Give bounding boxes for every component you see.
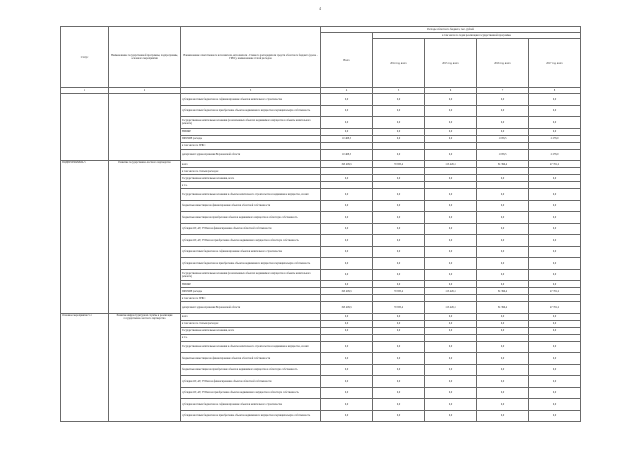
row-program-name: Развитие инфраструктурной службы и реализация государственно-частного партнерства <box>109 313 181 422</box>
row-expense-label: субсидии местным бюджетам на приобретение объектов недвижимого имущества в муниципальную собственность <box>181 258 321 270</box>
cell-year-value: 0,0 <box>425 410 477 422</box>
cell-year-value: 0,0 <box>529 258 581 270</box>
cell-year-value <box>529 295 581 302</box>
col-number-5: 5 <box>373 88 425 94</box>
cell-year-value <box>425 295 477 302</box>
cell-year-value: 0,0 <box>477 313 529 320</box>
row-expense-label: ПРОЧИЕ расходы <box>181 288 321 295</box>
cell-total: 0,0 <box>321 364 373 376</box>
cell-year-value: 0,0 <box>477 200 529 212</box>
cell-year-value: 0,0 <box>425 320 477 327</box>
cell-year-value: 1 058,5 <box>477 135 529 142</box>
cell-year-value: 0,0 <box>373 94 425 106</box>
cell-year-value: 0,0 <box>373 410 425 422</box>
header-year-2015: 2015 год, всего <box>425 39 477 88</box>
cell-total: 0,0 <box>321 175 373 182</box>
cell-year-value: 0,0 <box>529 399 581 411</box>
cell-total: 0,0 <box>321 269 373 281</box>
cell-year-value: 0,0 <box>425 281 477 288</box>
cell-year-value: 0,0 <box>529 269 581 281</box>
row-program-name: Развитие государственно-частного партнерства <box>109 161 181 314</box>
cell-year-value: 0,0 <box>477 175 529 182</box>
cell-total: 0,0 <box>321 313 373 320</box>
cell-year-value: 0,0 <box>373 341 425 353</box>
row-expense-label: в т.ч. <box>181 334 321 341</box>
cell-year-value <box>529 168 581 175</box>
cell-year-value: 81 396,4 <box>477 288 529 295</box>
cell-year-value: 47 761,2 <box>529 288 581 295</box>
cell-year-value <box>373 182 425 189</box>
cell-year-value: 0,0 <box>425 149 477 161</box>
row-expense-label: Государственные капитальные вложения (в назначенных объектах недвижимого имущества в объекты капитального ремонта) <box>181 269 321 281</box>
cell-year-value: 0,0 <box>425 189 477 201</box>
header-program-name: Наименование государственной программы, подпрограммы, основного мероприятия <box>109 27 181 88</box>
cell-year-value: 0,0 <box>373 189 425 201</box>
cell-year-value <box>425 168 477 175</box>
cell-year-value: 0,0 <box>529 353 581 365</box>
cell-year-value: 0,0 <box>373 387 425 399</box>
cell-year-value: 0,0 <box>425 341 477 353</box>
row-expense-label: в т.ч. <box>181 182 321 189</box>
row-status: Основное мероприятие 5.1 <box>61 313 109 422</box>
cell-year-value: 0,0 <box>373 235 425 247</box>
cell-year-value: 0,0 <box>529 189 581 201</box>
cell-year-value: 0,0 <box>477 128 529 135</box>
cell-year-value: 0,0 <box>529 364 581 376</box>
cell-year-value: 0,0 <box>373 175 425 182</box>
cell-year-value: 0,0 <box>373 320 425 327</box>
row-expense-label: всего <box>181 313 321 320</box>
cell-year-value: 0,0 <box>529 105 581 117</box>
cell-total: 0,0 <box>321 341 373 353</box>
cell-year-value: 0,0 <box>477 105 529 117</box>
col-number-7: 7 <box>477 88 529 94</box>
cell-year-value: 0,0 <box>373 364 425 376</box>
cell-total: 0,0 <box>321 376 373 388</box>
cell-total: 0,0 <box>321 189 373 201</box>
cell-year-value: 0,0 <box>425 399 477 411</box>
cell-year-value <box>425 142 477 149</box>
cell-year-value: 0,0 <box>373 135 425 142</box>
cell-total: 0,0 <box>321 117 373 129</box>
cell-year-value <box>373 142 425 149</box>
cell-year-value: 0,0 <box>425 200 477 212</box>
row-expense-label: бюджетные инвестиции на приобретение объектов недвижимого имущества в областную собственность <box>181 364 321 376</box>
cell-year-value: 0,0 <box>373 149 425 161</box>
cell-year-value: 0,0 <box>529 175 581 182</box>
cell-year-value: 115 426,1 <box>425 161 477 168</box>
row-expense-label: НИОКР <box>181 281 321 288</box>
budget-table-sheet <box>60 26 580 422</box>
cell-year-value: 0,0 <box>425 364 477 376</box>
cell-year-value: 0,0 <box>477 117 529 129</box>
cell-total: 0,0 <box>321 353 373 365</box>
col-number-8: 8 <box>529 88 581 94</box>
row-expense-label: субсидии ОГ, АУ, ГУПам на финансирование объектов областной собственности <box>181 223 321 235</box>
cell-year-value: 0,0 <box>477 320 529 327</box>
cell-year-value <box>477 182 529 189</box>
cell-year-value: 0,0 <box>529 341 581 353</box>
cell-year-value: 0,0 <box>477 189 529 201</box>
cell-total: 0,0 <box>321 281 373 288</box>
cell-year-value <box>373 334 425 341</box>
cell-year-value <box>529 142 581 149</box>
cell-total: 0,0 <box>321 212 373 224</box>
row-expense-label: субсидии местным бюджетам на приобретение объектов недвижимого имущества в муниципальную собственность <box>181 105 321 117</box>
col-number-6: 6 <box>425 88 477 94</box>
row-status: ПОДПРОГРАММА 5 <box>61 161 109 314</box>
row-expense-label: субсидии ОГ, АУ, ГУПам на приобретение объектов недвижимого имущества в областную собственность <box>181 235 321 247</box>
cell-year-value: 70 835,4 <box>373 288 425 295</box>
cell-year-value: 0,0 <box>373 223 425 235</box>
cell-year-value: 0,0 <box>529 281 581 288</box>
cell-year-value: 0,0 <box>425 387 477 399</box>
cell-year-value: 0,0 <box>477 376 529 388</box>
cell-year-value: 0,0 <box>529 410 581 422</box>
cell-year-value: 0,0 <box>425 105 477 117</box>
cell-year-value: 0,0 <box>373 281 425 288</box>
cell-year-value: 115 426,1 <box>425 288 477 295</box>
cell-year-value: 0,0 <box>425 313 477 320</box>
header-expenses-group: Расходы областного бюджета, тыс. рублей <box>321 27 581 33</box>
col-number-4: 4 <box>321 88 373 94</box>
cell-year-value: 0,0 <box>477 387 529 399</box>
cell-year-value: 0,0 <box>477 410 529 422</box>
cell-year-value <box>477 334 529 341</box>
cell-year-value: 0,0 <box>477 399 529 411</box>
header-year-2016: 2016 год, всего <box>477 39 529 88</box>
cell-total: 0,0 <box>321 399 373 411</box>
cell-total: 0,0 <box>321 327 373 334</box>
cell-year-value: 2 278,0 <box>529 135 581 142</box>
cell-year-value: 0,0 <box>425 117 477 129</box>
cell-total <box>321 168 373 175</box>
cell-year-value: 1 058,5 <box>477 149 529 161</box>
cell-year-value: 0,0 <box>477 281 529 288</box>
row-expense-label: субсидии местным бюджетам на приобретение объектов недвижимого имущества в муниципальную собственность <box>181 410 321 422</box>
header-year-2017: 2017 год, всего <box>529 39 581 88</box>
cell-total: 0,0 <box>321 258 373 270</box>
row-expense-label: субсидии ОГ, АУ, ГУПам на финансирование объектов областной собственности <box>181 376 321 388</box>
row-expense-label: бюджетные инвестиции на финансирование объектов областной собственности <box>181 200 321 212</box>
cell-year-value: 115 426,1 <box>425 302 477 314</box>
row-expense-label: всего <box>181 161 321 168</box>
row-expense-label: департамент здравоохранения Воронежской области <box>181 302 321 314</box>
row-expense-label: субсидии местным бюджетам на софинансирование объектов капитального строительства <box>181 246 321 258</box>
cell-year-value: 0,0 <box>477 269 529 281</box>
cell-year-value: 0,0 <box>373 269 425 281</box>
cell-year-value: 70 835,4 <box>373 161 425 168</box>
cell-year-value: 0,0 <box>373 258 425 270</box>
cell-year-value: 0,0 <box>373 105 425 117</box>
cell-year-value: 2 278,0 <box>529 149 581 161</box>
cell-total: 193 409,5 <box>321 161 373 168</box>
col-number-1: 1 <box>61 88 109 94</box>
row-expense-label: Государственные капитальные вложения в объекты капитального строительства и недвижимое имущество, из них: <box>181 341 321 353</box>
cell-year-value: 0,0 <box>373 353 425 365</box>
cell-year-value <box>477 142 529 149</box>
cell-year-value: 47 761,2 <box>529 302 581 314</box>
row-expense-label: бюджетные инвестиции на приобретение объектов недвижимого имущества в областную собственность <box>181 212 321 224</box>
cell-year-value <box>529 334 581 341</box>
header-status: Статус <box>61 27 109 88</box>
cell-year-value: 0,0 <box>425 246 477 258</box>
row-expense-label: в том числе по статьям расходов: <box>181 320 321 327</box>
cell-year-value: 0,0 <box>529 320 581 327</box>
table-row <box>61 94 581 106</box>
cell-total: 0,0 <box>321 246 373 258</box>
cell-year-value: 0,0 <box>425 258 477 270</box>
cell-total: 0,0 <box>321 105 373 117</box>
col-number-3: 3 <box>181 88 321 94</box>
cell-year-value: 0,0 <box>477 353 529 365</box>
cell-total: 193 409,5 <box>321 302 373 314</box>
cell-year-value: 0,0 <box>425 135 477 142</box>
cell-total: 0,0 <box>321 410 373 422</box>
cell-total: 0,0 <box>321 235 373 247</box>
cell-total: 10 408,5 <box>321 135 373 142</box>
header-year-2014: 2014 год, всего <box>373 39 425 88</box>
cell-year-value: 47 761,2 <box>529 161 581 168</box>
cell-year-value: 0,0 <box>373 246 425 258</box>
cell-year-value <box>477 295 529 302</box>
cell-total: 0,0 <box>321 223 373 235</box>
cell-year-value: 0,0 <box>529 376 581 388</box>
header-total: Всего <box>321 33 373 88</box>
cell-total: 10 408,5 <box>321 149 373 161</box>
cell-year-value: 0,0 <box>529 246 581 258</box>
row-program-name <box>109 94 181 161</box>
table-row <box>61 161 581 168</box>
cell-year-value: 70 835,4 <box>373 302 425 314</box>
cell-year-value <box>373 168 425 175</box>
row-expense-label: Государственные капитальные вложения в объекты капитального строительства и недвижимое имущество, из них: <box>181 189 321 201</box>
header-years-group: в том числе по годам реализации государственной программы <box>373 33 581 39</box>
cell-year-value <box>425 334 477 341</box>
cell-year-value: 0,0 <box>477 364 529 376</box>
cell-total: 0,0 <box>321 320 373 327</box>
cell-year-value <box>425 182 477 189</box>
page-number: 4 <box>319 6 321 11</box>
budget-table <box>60 26 581 422</box>
cell-year-value: 0,0 <box>425 269 477 281</box>
row-expense-label: в том числе по ГРБС: <box>181 295 321 302</box>
table-row <box>61 313 581 320</box>
cell-year-value: 0,0 <box>529 327 581 334</box>
col-number-2: 2 <box>109 88 181 94</box>
row-expense-label: ПРОЧИЕ расходы <box>181 135 321 142</box>
cell-total <box>321 334 373 341</box>
cell-year-value: 0,0 <box>477 246 529 258</box>
cell-year-value: 0,0 <box>425 235 477 247</box>
cell-year-value: 0,0 <box>425 94 477 106</box>
cell-year-value: 0,0 <box>373 327 425 334</box>
row-expense-label: субсидии местным бюджетам на софинансирование объектов капитального строительства <box>181 94 321 106</box>
cell-year-value: 0,0 <box>477 94 529 106</box>
cell-year-value: 0,0 <box>373 117 425 129</box>
cell-total: 193 409,5 <box>321 288 373 295</box>
cell-year-value <box>373 295 425 302</box>
cell-year-value: 0,0 <box>373 399 425 411</box>
cell-year-value: 0,0 <box>373 128 425 135</box>
row-status <box>61 94 109 161</box>
row-expense-label: Государственные капитальные вложения (в назначенных объектах недвижимого имущества в объекты капитального ремонта) <box>181 117 321 129</box>
row-expense-label: субсидии местным бюджетам на софинансирование объектов капитального строительства <box>181 399 321 411</box>
cell-total: 0,0 <box>321 94 373 106</box>
cell-year-value: 0,0 <box>477 235 529 247</box>
cell-total: 0,0 <box>321 128 373 135</box>
cell-year-value: 0,0 <box>529 212 581 224</box>
cell-year-value: 0,0 <box>425 376 477 388</box>
cell-year-value: 0,0 <box>477 212 529 224</box>
row-expense-label: бюджетные инвестиции на финансирование объектов областной собственности <box>181 353 321 365</box>
cell-year-value: 0,0 <box>529 235 581 247</box>
cell-year-value: 0,0 <box>425 223 477 235</box>
cell-year-value: 0,0 <box>529 200 581 212</box>
cell-total <box>321 295 373 302</box>
cell-year-value: 0,0 <box>373 200 425 212</box>
row-expense-label: в том числе по ГРБС: <box>181 142 321 149</box>
row-expense-label: в том числе по статьям расходов: <box>181 168 321 175</box>
cell-year-value <box>477 168 529 175</box>
cell-year-value: 0,0 <box>477 223 529 235</box>
row-expense-label: департамент здравоохранения Воронежской области <box>181 149 321 161</box>
cell-total: 0,0 <box>321 387 373 399</box>
cell-year-value: 0,0 <box>373 212 425 224</box>
cell-total: 0,0 <box>321 200 373 212</box>
cell-year-value: 0,0 <box>425 212 477 224</box>
cell-year-value: 0,0 <box>425 175 477 182</box>
cell-year-value: 0,0 <box>425 128 477 135</box>
cell-year-value: 0,0 <box>425 327 477 334</box>
cell-year-value: 0,0 <box>477 341 529 353</box>
row-expense-label: субсидии ОГ, АУ, ГУПам на приобретение объектов недвижимого имущества в областную собственность <box>181 387 321 399</box>
cell-year-value <box>529 182 581 189</box>
cell-year-value: 0,0 <box>373 376 425 388</box>
cell-year-value: 0,0 <box>529 94 581 106</box>
cell-year-value: 0,0 <box>529 223 581 235</box>
cell-year-value: 0,0 <box>477 327 529 334</box>
header-executor: Наименование ответственного исполнителя, исполнителя - Главного распорядителя средств областного бюджета (далее - ГРБС), наименование статей расходов <box>181 27 321 88</box>
cell-year-value: 81 396,4 <box>477 161 529 168</box>
row-expense-label: Государственные капитальные вложения, всего <box>181 327 321 334</box>
cell-year-value: 0,0 <box>529 128 581 135</box>
cell-year-value: 0,0 <box>373 313 425 320</box>
cell-total <box>321 142 373 149</box>
cell-year-value: 0,0 <box>529 313 581 320</box>
cell-year-value: 0,0 <box>529 117 581 129</box>
cell-total <box>321 182 373 189</box>
row-expense-label: Государственные капитальные вложения, всего <box>181 175 321 182</box>
cell-year-value: 0,0 <box>529 387 581 399</box>
cell-year-value: 81 396,4 <box>477 302 529 314</box>
cell-year-value: 0,0 <box>477 258 529 270</box>
row-expense-label: НИОКР <box>181 128 321 135</box>
cell-year-value: 0,0 <box>425 353 477 365</box>
